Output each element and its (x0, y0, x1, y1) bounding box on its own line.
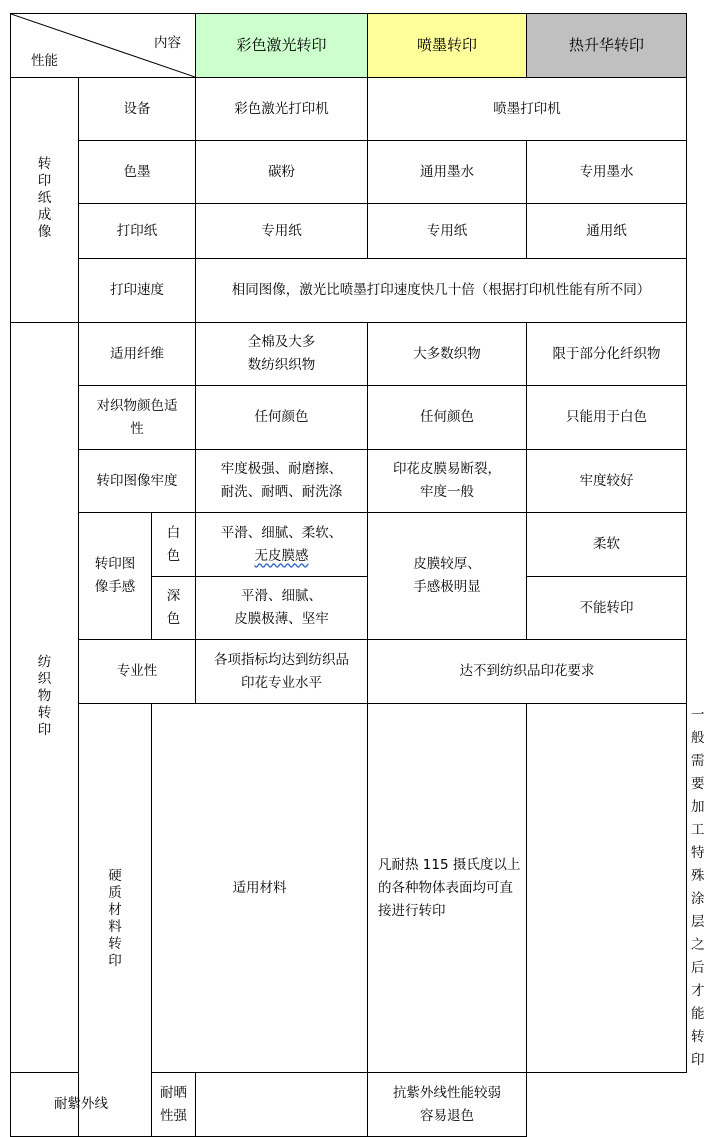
cell-line: 手感极明显 (413, 579, 481, 595)
cell-laser: 耐晒性强 (152, 1073, 196, 1137)
cell-heat: 只能用于白色 (527, 386, 687, 450)
row-label: 设备 (79, 78, 196, 141)
cell-line: 数纺织织物 (247, 357, 316, 373)
row-label: 适用纤维 (79, 323, 196, 386)
table-row (11, 450, 687, 513)
cell-speed: 相同图像，激光比喷墨打印速度快几十倍（根据打印机性能有所不同） (196, 259, 687, 323)
cell-line: 牢度一般 (420, 484, 475, 500)
row-label: 适用材料 (152, 704, 368, 1073)
label-line: 性 (130, 420, 144, 437)
cell-inkjet (196, 1073, 368, 1137)
cell-laser (196, 640, 368, 704)
cell-heat: 柔软 (527, 513, 687, 577)
cell-line: 全棉及大多 (247, 334, 316, 350)
cell-line: 容易退色 (420, 1107, 475, 1124)
cell-laser (196, 577, 368, 640)
row-label: 打印速度 (79, 259, 196, 323)
cell-inkjet-heat: 达不到纺织品印花要求 (368, 640, 687, 704)
cell-laser: 彩色激光打印机 (196, 78, 368, 141)
cell-inkjet (527, 704, 687, 1073)
label-line: 深 (166, 588, 181, 604)
row-label: 色墨 (79, 141, 196, 204)
cell-laser (368, 704, 527, 1073)
group-paper-imaging (11, 78, 79, 323)
cell-heat (368, 1073, 527, 1137)
header-inkjet-transfer: 喷墨转印 (368, 14, 527, 78)
sub-label-dark (152, 577, 196, 640)
table-row (11, 386, 687, 450)
group-label: 转印纸成像 (37, 156, 52, 240)
cell-laser: 专用纸 (196, 204, 368, 259)
table-row (11, 141, 687, 204)
row-label: 专业性 (79, 640, 196, 704)
header-row (11, 14, 687, 78)
table-row (11, 1073, 687, 1137)
cell-laser: 碳粉 (196, 141, 368, 204)
label-line: 色 (166, 547, 181, 564)
cell-line: 平滑、细腻、柔软、 (220, 524, 343, 541)
cell-line: 的各种物体表面均可直 (378, 879, 514, 896)
cell-line: 印花皮膜易断裂， (393, 461, 502, 477)
label-line: 像手感 (94, 579, 136, 595)
table-row (11, 78, 687, 141)
cell-laser (196, 450, 368, 513)
content-label: 内容 (154, 35, 182, 51)
cell-heat: 通用纸 (527, 204, 687, 259)
row-label-hand-feel (79, 513, 152, 640)
cell-inkjet (368, 450, 527, 513)
cell-line: 耐洗、耐晒、耐洗涤 (220, 484, 343, 500)
group-label: 纺织物转印 (37, 653, 52, 738)
label-line: 转印图 (94, 556, 136, 572)
cell-line: 各项指标均达到纺织品 (214, 651, 350, 668)
cell-heat: 牢度较好 (527, 450, 687, 513)
cell-line: 抗紫外线性能较弱 (393, 1084, 502, 1101)
sub-label-white (152, 513, 196, 577)
cell-heat: 不能转印 (527, 577, 687, 640)
cell-inkjet: 专用纸 (368, 204, 527, 259)
cell-line: 平滑、细腻、 (241, 588, 323, 604)
label-line: 色 (166, 611, 181, 627)
performance-label: 性能 (31, 53, 58, 69)
group-label: 硬质材料转印 (108, 867, 122, 969)
row-label: 转印图像牢度 (79, 450, 196, 513)
table-row (11, 640, 687, 704)
table-row (11, 204, 687, 259)
cell-inkjet-heat: 喷墨打印机 (368, 78, 687, 141)
cell-inkjet: 大多数织物 (368, 323, 527, 386)
cell-inkjet: 任何颜色 (368, 386, 527, 450)
cell-heat: 限于部分化纤织物 (527, 323, 687, 386)
cell-heat: 专用墨水 (527, 141, 687, 204)
table-row (11, 259, 687, 323)
table-row: 硬质材料转印 适用材料 凡耐热 115 摄氏度以上 的各种物体表面均可直 接进行转印 一般需要加工特殊涂 层之后才能转印 (11, 704, 687, 1073)
cell-inkjet (368, 513, 527, 640)
cell-line: 皮膜极薄、坚牢 (234, 611, 329, 627)
row-label: 耐紫外线 (11, 1073, 152, 1137)
spellcheck-underline-text: 无皮膜感 (254, 547, 309, 564)
header-laser-transfer: 彩色激光转印 (196, 14, 368, 78)
cell-line (200, 545, 363, 568)
label-line: 白 (166, 524, 181, 541)
cell-laser (196, 323, 368, 386)
cell-line: 皮膜较厚、 (413, 556, 481, 572)
label-line: 对织物颜色适 (96, 397, 178, 414)
header-heat-sublimation: 热升华转印 (527, 14, 687, 78)
cell-laser: 任何颜色 (196, 386, 368, 450)
diagonal-header-cell (11, 14, 196, 78)
cell-line: 印花专业水平 (241, 674, 323, 691)
group-textile (11, 323, 79, 1073)
comparison-table (10, 13, 705, 1137)
cell-line: 牢度极强、耐磨擦、 (220, 461, 343, 477)
cell-line: 接进行转印 (378, 902, 446, 919)
row-label (79, 386, 196, 450)
cell-laser (196, 513, 368, 577)
cell-line: 凡耐热 115 摄氏度以上 (378, 856, 521, 873)
table-row (11, 323, 687, 386)
cell-inkjet: 通用墨水 (368, 141, 527, 204)
row-label: 打印纸 (79, 204, 196, 259)
table-row (11, 513, 687, 577)
